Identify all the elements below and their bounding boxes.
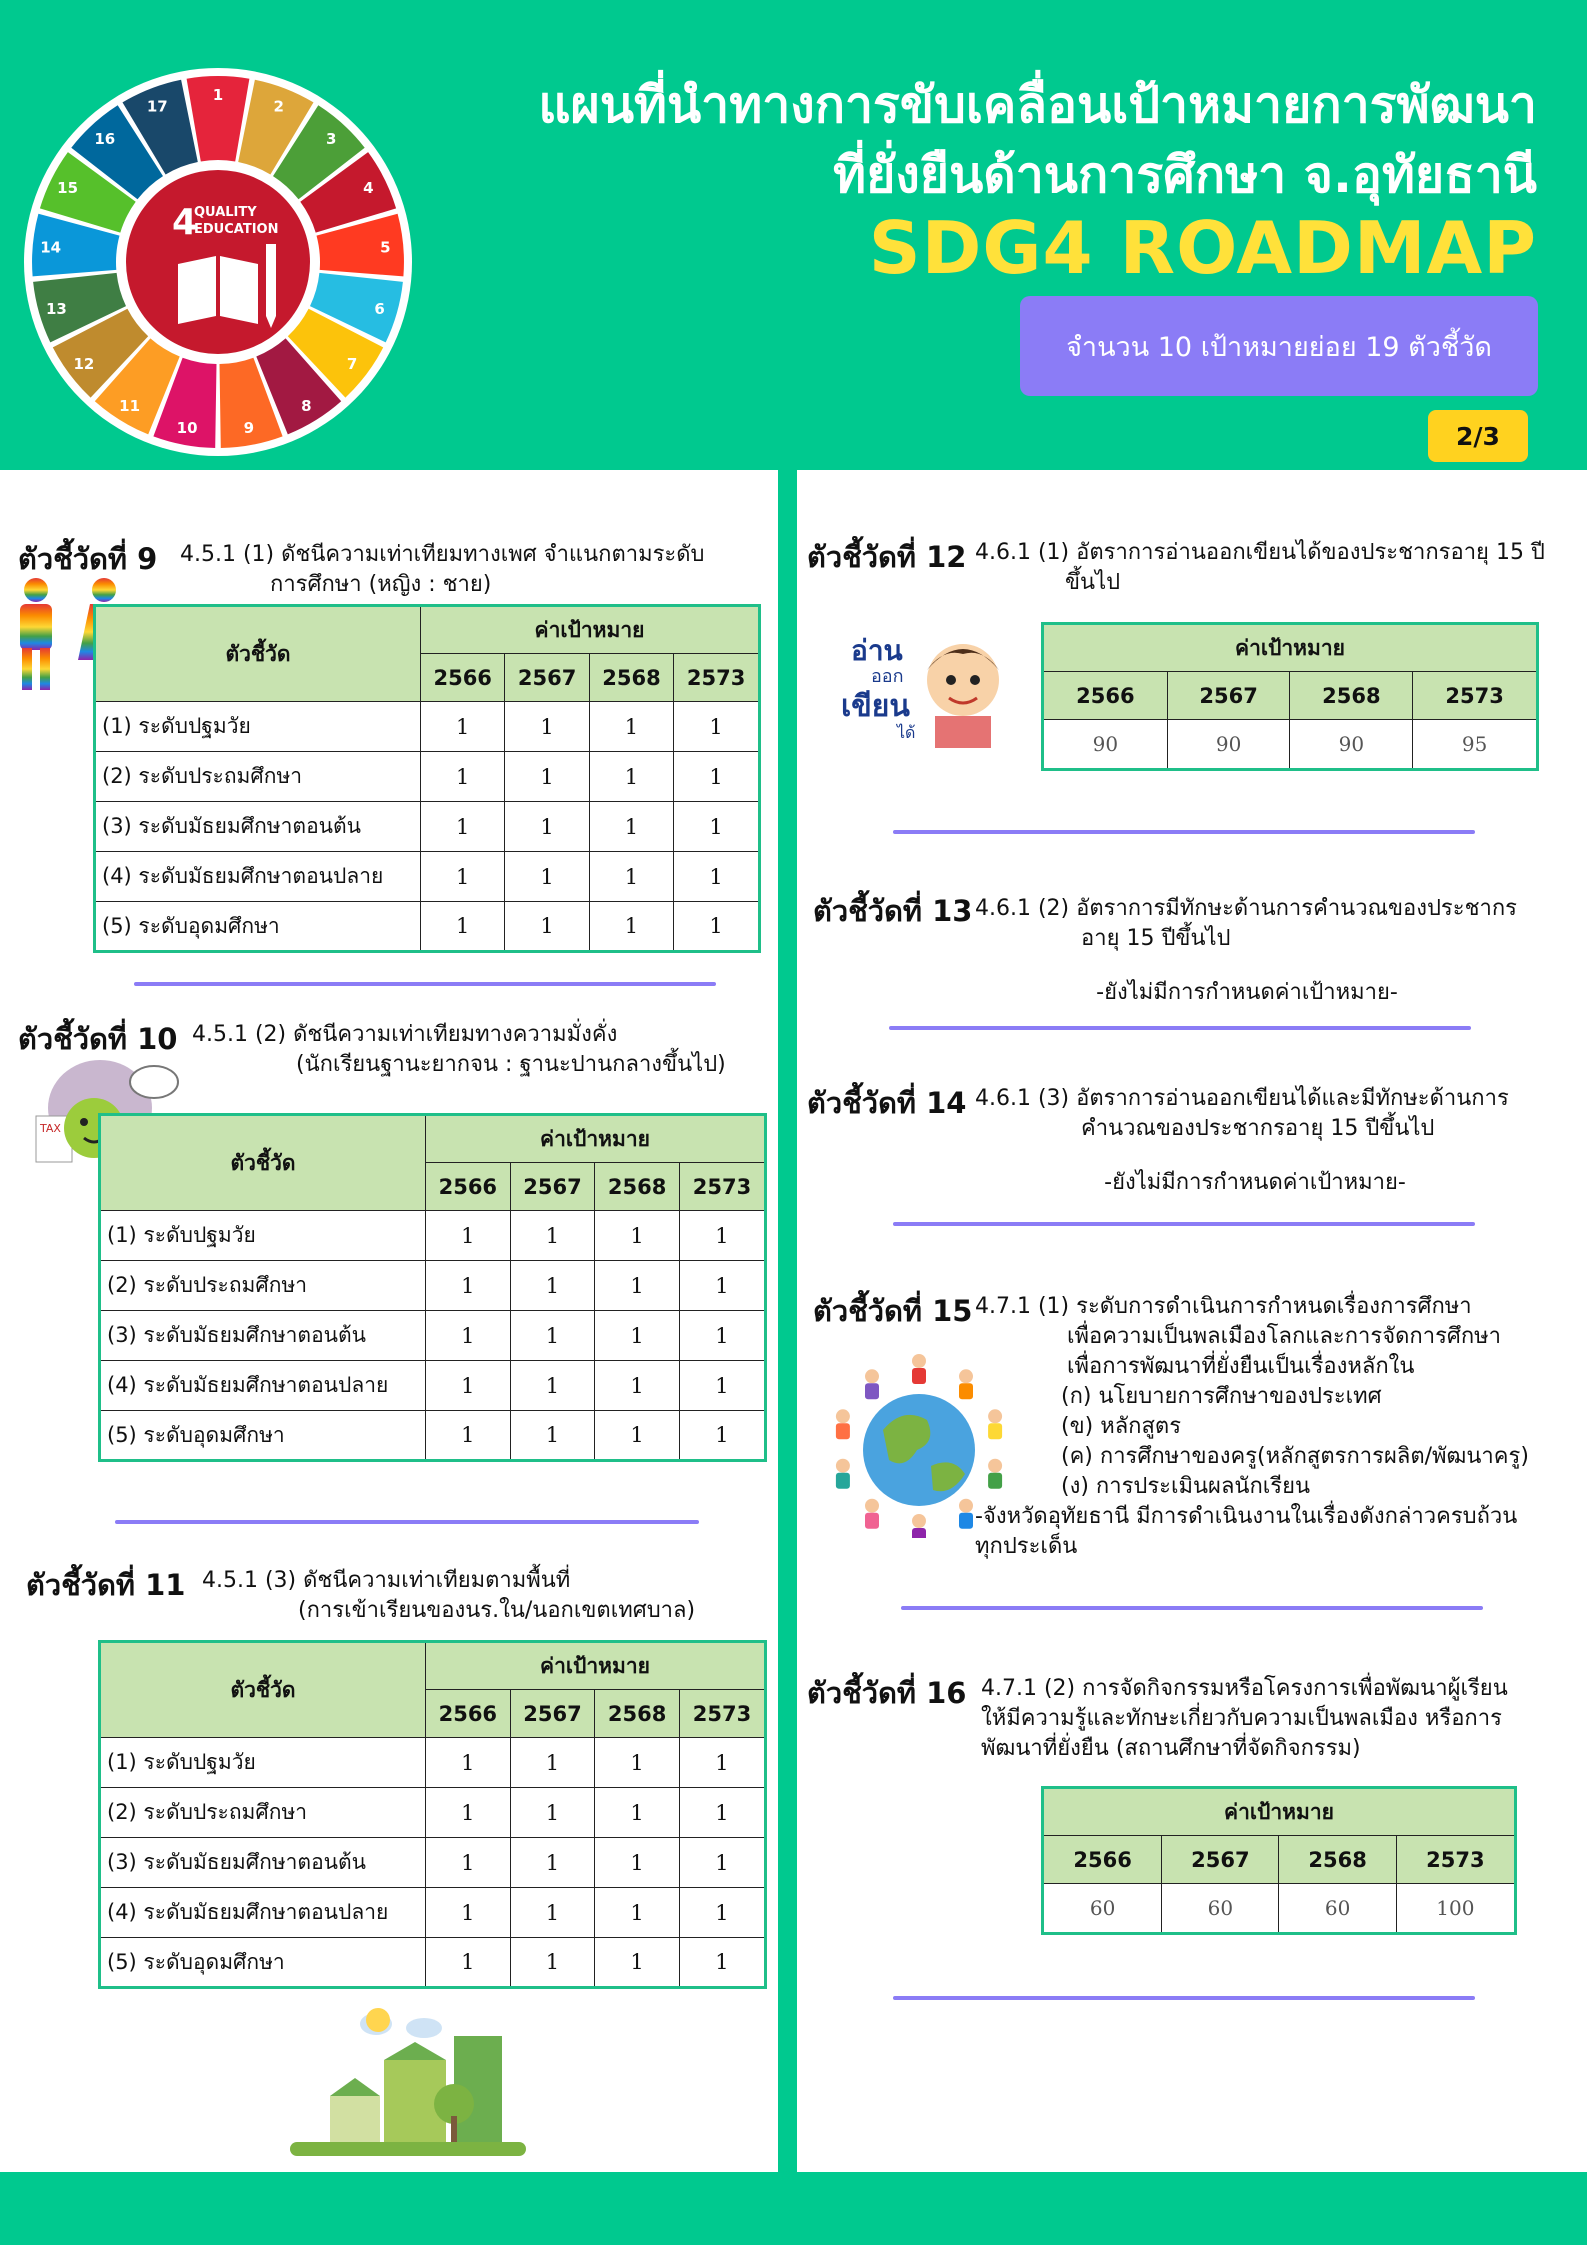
ind13-desc-line1: 4.6.1 (2) อัตราการมีทักษะด้านการคำนวณของประชากร bbox=[975, 896, 1517, 921]
ind9-title: ตัวชี้วัดที่ 9 bbox=[18, 542, 158, 576]
child-figure bbox=[836, 1473, 850, 1489]
level-label: (4) ระดับมัธยมศึกษาตอนปลาย bbox=[95, 852, 421, 902]
table-row bbox=[95, 702, 760, 752]
target-value: 60 bbox=[1279, 1884, 1396, 1934]
ind15-desc-line1: 4.7.1 (1) ระดับการดำเนินการกำหนดเรื่องการศึกษา bbox=[975, 1294, 1472, 1319]
target-value: 100 bbox=[1396, 1884, 1515, 1934]
level-label: (3) ระดับมัธยมศึกษาตอนต้น bbox=[95, 802, 421, 852]
level-label: (3) ระดับมัธยมศึกษาตอนต้น bbox=[100, 1838, 426, 1888]
target-value: 1 bbox=[510, 1261, 595, 1311]
ind15-item-3: (ค) การศึกษาของครู(หลักสูตรการผลิต/พัฒนาครู) bbox=[1061, 1444, 1529, 1469]
target-value: 1 bbox=[595, 1311, 680, 1361]
target-value: 1 bbox=[426, 1888, 511, 1938]
year-header: 2566 bbox=[1043, 672, 1168, 720]
read-word-4: ได้ bbox=[897, 723, 916, 742]
ind12-title: ตัวชี้วัดที่ 12 bbox=[807, 540, 967, 574]
target-value: 1 bbox=[421, 752, 505, 802]
ind10-desc-line1: 4.5.1 (2) ดัชนีความเท่าเทียมทางความมั่งคั่ง bbox=[192, 1022, 618, 1047]
year-header: 2573 bbox=[679, 1690, 765, 1738]
tax-label: TAX bbox=[40, 1122, 61, 1135]
level-label: (1) ระดับปฐมวัย bbox=[100, 1211, 426, 1261]
target-value: 1 bbox=[595, 1838, 680, 1888]
child-figure bbox=[959, 1369, 973, 1383]
table-row bbox=[1043, 1884, 1516, 1934]
target-value: 1 bbox=[679, 1411, 765, 1461]
city-illustration bbox=[288, 1998, 528, 2158]
ind9-desc-line1: 4.5.1 (1) ดัชนีความเท่าเทียมทางเพศ จำแนกตามระดับ bbox=[180, 542, 705, 567]
table-row bbox=[100, 1738, 766, 1788]
target-value: 1 bbox=[595, 1411, 680, 1461]
target-value: 1 bbox=[426, 1788, 511, 1838]
target-value: 1 bbox=[595, 1261, 680, 1311]
child-figure bbox=[988, 1409, 1002, 1423]
target-value: 1 bbox=[674, 702, 760, 752]
page-badge: 2/3 bbox=[1428, 410, 1528, 462]
summary-box bbox=[1020, 296, 1538, 396]
level-label: (5) ระดับอุดมศึกษา bbox=[100, 1411, 426, 1461]
child-figure bbox=[836, 1409, 850, 1423]
ind10-title: ตัวชี้วัดที่ 10 bbox=[18, 1022, 178, 1056]
level-label: (2) ระดับประถมศึกษา bbox=[95, 752, 421, 802]
year-header: 2568 bbox=[589, 654, 673, 702]
target-value: 1 bbox=[679, 1211, 765, 1261]
target-value: 1 bbox=[426, 1938, 511, 1988]
year-header: 2568 bbox=[1290, 672, 1413, 720]
target-value: 1 bbox=[421, 902, 505, 952]
child-figure bbox=[865, 1383, 879, 1399]
divider bbox=[893, 1222, 1475, 1226]
table-row bbox=[100, 1888, 766, 1938]
ind10-desc-line2: (นักเรียนฐานะยากจน : ฐานะปานกลางขึ้นไป) bbox=[296, 1052, 726, 1077]
target-value: 1 bbox=[505, 702, 589, 752]
ind13-desc-line2: อายุ 15 ปีขึ้นไป bbox=[1081, 926, 1231, 951]
ind16-table bbox=[1041, 1786, 1517, 1935]
ind15-desc-line3: เพื่อการพัฒนาที่ยั่งยืนเป็นเรื่องหลักใน bbox=[1067, 1354, 1415, 1379]
sdg-segment-number: 7 bbox=[346, 355, 358, 374]
ind14-title: ตัวชี้วัดที่ 14 bbox=[807, 1086, 967, 1120]
reading-boy-icon bbox=[837, 626, 1017, 756]
target-value: 1 bbox=[426, 1261, 511, 1311]
year-header: 2566 bbox=[421, 654, 505, 702]
sdg-segment-number: 4 bbox=[363, 179, 374, 198]
target-value: 95 bbox=[1413, 720, 1538, 770]
target-value: 1 bbox=[510, 1888, 595, 1938]
target-value: 1 bbox=[426, 1211, 511, 1261]
sdg-segment-number: 8 bbox=[301, 396, 312, 415]
ind9-desc bbox=[180, 540, 705, 600]
child-figure bbox=[865, 1369, 879, 1383]
ind13-no-target: -ยังไม่มีการกำหนดค่าเป้าหมาย- bbox=[1096, 980, 1398, 1005]
sdg-segment-number: 5 bbox=[380, 238, 391, 257]
level-label: (2) ระดับประถมศึกษา bbox=[100, 1261, 426, 1311]
ind15-title: ตัวชี้วัดที่ 15 bbox=[813, 1294, 973, 1328]
target-value: 1 bbox=[674, 752, 760, 802]
target-value: 1 bbox=[679, 1738, 765, 1788]
target-value: 1 bbox=[679, 1311, 765, 1361]
target-value: 1 bbox=[679, 1888, 765, 1938]
year-header: 2567 bbox=[510, 1163, 595, 1211]
title-line2: ที่ยั่งยืนด้านการศึกษา จ.อุทัยธานี bbox=[833, 146, 1537, 204]
table-row bbox=[100, 1311, 766, 1361]
target-value: 1 bbox=[426, 1738, 511, 1788]
child-figure bbox=[865, 1513, 879, 1529]
target-value: 1 bbox=[510, 1411, 595, 1461]
ind11-desc-line2: (การเข้าเรียนของนร.ใน/นอกเขตเทศบาล) bbox=[298, 1598, 696, 1623]
year-header: 2567 bbox=[510, 1690, 595, 1738]
sdg-segment-number: 14 bbox=[40, 238, 62, 257]
level-label: (1) ระดับปฐมวัย bbox=[100, 1738, 426, 1788]
target-value: 1 bbox=[595, 1938, 680, 1988]
children-globe-icon bbox=[819, 1346, 1019, 1538]
ind15-desc-line2: เพื่อความเป็นพลเมืองโลกและการจัดการศึกษา bbox=[1067, 1324, 1502, 1349]
divider bbox=[901, 1606, 1483, 1610]
level-label: (5) ระดับอุดมศึกษา bbox=[100, 1938, 426, 1988]
target-value: 1 bbox=[505, 802, 589, 852]
title-line1: แผนที่นำทางการขับเคลื่อนเป้าหมายการพัฒนา bbox=[538, 76, 1537, 134]
child-figure bbox=[836, 1423, 850, 1439]
divider bbox=[893, 1996, 1475, 2000]
table-row bbox=[100, 1211, 766, 1261]
sdg-segment-number: 1 bbox=[212, 86, 224, 104]
ind15-desc bbox=[975, 1292, 1529, 1562]
ind13-desc bbox=[975, 894, 1517, 954]
target-value: 1 bbox=[679, 1361, 765, 1411]
read-word-3: เขียน bbox=[841, 689, 910, 724]
child-figure bbox=[988, 1423, 1002, 1439]
ind15-item-4: (ง) การประเมินผลนักเรียน bbox=[1061, 1474, 1311, 1499]
table-row bbox=[95, 802, 760, 852]
table-row bbox=[100, 1361, 766, 1411]
child-figure bbox=[836, 1459, 850, 1473]
table-row bbox=[95, 752, 760, 802]
level-label: (4) ระดับมัธยมศึกษาตอนปลาย bbox=[100, 1361, 426, 1411]
col-target-header: ค่าเป้าหมาย bbox=[1043, 624, 1538, 672]
table-row bbox=[100, 1261, 766, 1311]
level-label: (2) ระดับประถมศึกษา bbox=[100, 1788, 426, 1838]
ind11-title: ตัวชี้วัดที่ 11 bbox=[26, 1568, 186, 1602]
ind16-desc bbox=[981, 1674, 1508, 1764]
target-value: 1 bbox=[510, 1361, 595, 1411]
child-figure bbox=[988, 1473, 1002, 1489]
table-row bbox=[100, 1411, 766, 1461]
child-figure bbox=[988, 1459, 1002, 1473]
target-value: 1 bbox=[589, 752, 673, 802]
target-value: 90 bbox=[1043, 720, 1168, 770]
target-value: 1 bbox=[510, 1838, 595, 1888]
child-figure bbox=[959, 1499, 973, 1513]
sdg-segment-number: 11 bbox=[119, 396, 141, 415]
ind11-desc-line1: 4.5.1 (3) ดัชนีความเท่าเทียมตามพื้นที่ bbox=[202, 1568, 571, 1593]
ind14-desc-line1: 4.6.1 (3) อัตราการอ่านออกเขียนได้และมีทักษะด้านการ bbox=[975, 1086, 1509, 1111]
year-header: 2573 bbox=[1413, 672, 1538, 720]
sdg-segment-number: 10 bbox=[176, 419, 198, 438]
target-value: 1 bbox=[426, 1311, 511, 1361]
target-value: 1 bbox=[505, 752, 589, 802]
table-row bbox=[100, 1788, 766, 1838]
col-indicator-header: ตัวชี้วัด bbox=[100, 1115, 426, 1211]
year-header: 2567 bbox=[1167, 672, 1290, 720]
target-value: 1 bbox=[426, 1361, 511, 1411]
ind11-table bbox=[98, 1640, 767, 1989]
level-label: (1) ระดับปฐมวัย bbox=[95, 702, 421, 752]
target-value: 60 bbox=[1162, 1884, 1279, 1934]
target-value: 1 bbox=[421, 702, 505, 752]
child-figure bbox=[912, 1368, 926, 1384]
ind10-table bbox=[98, 1113, 767, 1462]
target-value: 1 bbox=[505, 902, 589, 952]
table-row bbox=[100, 1938, 766, 1988]
table-row bbox=[100, 1838, 766, 1888]
sdg-wheel-logo bbox=[22, 66, 414, 458]
table-row bbox=[1043, 720, 1538, 770]
divider bbox=[893, 830, 1475, 834]
target-value: 1 bbox=[421, 802, 505, 852]
ind15-note-line2: ทุกประเด็น bbox=[975, 1534, 1078, 1559]
ind12-desc-line2: ขึ้นไป bbox=[1065, 570, 1121, 595]
logo-line1: QUALITY bbox=[194, 205, 257, 220]
year-header: 2573 bbox=[679, 1163, 765, 1211]
target-value: 1 bbox=[679, 1261, 765, 1311]
target-value: 1 bbox=[595, 1738, 680, 1788]
child-figure bbox=[865, 1499, 879, 1513]
logo-line2: EDUCATION bbox=[194, 222, 279, 237]
child-figure bbox=[912, 1354, 926, 1368]
child-figure bbox=[912, 1514, 926, 1528]
target-value: 1 bbox=[589, 852, 673, 902]
col-target-header: ค่าเป้าหมาย bbox=[421, 606, 760, 654]
ind13-title: ตัวชี้วัดที่ 13 bbox=[813, 894, 973, 928]
ind14-desc bbox=[975, 1084, 1509, 1144]
year-header: 2567 bbox=[505, 654, 589, 702]
target-value: 1 bbox=[679, 1838, 765, 1888]
ind15-note-line1: -จังหวัดอุทัยธานี มีการดำเนินงานในเรื่องดังกล่าวครบถ้วน bbox=[975, 1504, 1518, 1529]
sdg-segment-number: 17 bbox=[146, 97, 168, 116]
level-label: (5) ระดับอุดมศึกษา bbox=[95, 902, 421, 952]
divider bbox=[134, 982, 716, 986]
child-figure bbox=[959, 1383, 973, 1399]
target-value: 1 bbox=[674, 902, 760, 952]
ind9-desc-line2: การศึกษา (หญิง : ชาย) bbox=[270, 572, 492, 597]
right-panel bbox=[797, 470, 1587, 2172]
col-indicator-header: ตัวชี้วัด bbox=[95, 606, 421, 702]
ind12-desc-line1: 4.6.1 (1) อัตราการอ่านออกเขียนได้ของประชากรอายุ 15 ปี bbox=[975, 540, 1545, 565]
ind9-table bbox=[93, 604, 761, 953]
ind14-no-target: -ยังไม่มีการกำหนดค่าเป้าหมาย- bbox=[1104, 1170, 1406, 1195]
sdg-segment-number: 2 bbox=[273, 97, 284, 116]
sdg-segment-number: 16 bbox=[94, 129, 116, 148]
target-value: 1 bbox=[595, 1211, 680, 1261]
target-value: 1 bbox=[510, 1738, 595, 1788]
ind11-desc bbox=[202, 1566, 695, 1626]
ind10-desc bbox=[192, 1020, 726, 1080]
col-target-header: ค่าเป้าหมาย bbox=[426, 1642, 766, 1690]
col-indicator-header: ตัวชี้วัด bbox=[100, 1642, 426, 1738]
read-word-1: อ่าน bbox=[851, 634, 903, 667]
target-value: 1 bbox=[426, 1411, 511, 1461]
year-header: 2567 bbox=[1162, 1836, 1279, 1884]
target-value: 1 bbox=[595, 1361, 680, 1411]
child-figure bbox=[912, 1528, 926, 1538]
year-header: 2568 bbox=[1279, 1836, 1396, 1884]
divider bbox=[889, 1026, 1471, 1030]
col-target-header: ค่าเป้าหมาย bbox=[1043, 1788, 1516, 1836]
ind12-table bbox=[1041, 622, 1539, 771]
ind16-desc-line2: ให้มีความรู้และทักษะเกี่ยวกับความเป็นพลเมือง หรือการ bbox=[981, 1706, 1502, 1731]
logo-number: 4 bbox=[172, 202, 198, 243]
left-panel bbox=[0, 470, 778, 2172]
level-label: (4) ระดับมัธยมศึกษาตอนปลาย bbox=[100, 1888, 426, 1938]
sdg-segment-number: 12 bbox=[73, 355, 95, 374]
year-header: 2566 bbox=[426, 1690, 511, 1738]
title-roadmap: SDG4 ROADMAP bbox=[868, 206, 1537, 290]
target-value: 1 bbox=[595, 1788, 680, 1838]
target-value: 1 bbox=[426, 1838, 511, 1888]
ind16-desc-line3: พัฒนาที่ยั่งยืน (สถานศึกษาที่จัดกิจกรรม) bbox=[981, 1736, 1361, 1761]
target-value: 1 bbox=[505, 852, 589, 902]
target-value: 1 bbox=[589, 702, 673, 752]
summary-text: จำนวน 10 เป้าหมายย่อย 19 ตัวชี้วัด bbox=[1066, 331, 1492, 363]
sdg-segment-number: 3 bbox=[325, 129, 337, 148]
ind15-item-1: (ก) นโยบายการศึกษาของประเทศ bbox=[1061, 1384, 1382, 1409]
target-value: 1 bbox=[421, 852, 505, 902]
target-value: 90 bbox=[1167, 720, 1290, 770]
child-figure bbox=[959, 1513, 973, 1529]
sdg-segment-number: 9 bbox=[243, 419, 255, 438]
read-word-2: ออก bbox=[871, 666, 904, 687]
ind16-desc-line1: 4.7.1 (2) การจัดกิจกรรมหรือโครงการเพื่อพัฒนาผู้เรียน bbox=[981, 1676, 1508, 1701]
level-label: (3) ระดับมัธยมศึกษาตอนต้น bbox=[100, 1311, 426, 1361]
target-value: 1 bbox=[674, 852, 760, 902]
year-header: 2568 bbox=[595, 1163, 680, 1211]
target-value: 1 bbox=[510, 1211, 595, 1261]
year-header: 2568 bbox=[595, 1690, 680, 1738]
sdg-segment-number: 13 bbox=[45, 300, 67, 318]
ind14-desc-line2: คำนวณของประชากรอายุ 15 ปีขึ้นไป bbox=[1081, 1116, 1435, 1141]
table-row bbox=[95, 902, 760, 952]
target-value: 1 bbox=[589, 902, 673, 952]
target-value: 1 bbox=[510, 1311, 595, 1361]
year-header: 2566 bbox=[426, 1163, 511, 1211]
target-value: 90 bbox=[1290, 720, 1413, 770]
target-value: 1 bbox=[595, 1888, 680, 1938]
divider bbox=[115, 1520, 699, 1524]
table-row bbox=[95, 852, 760, 902]
target-value: 1 bbox=[679, 1938, 765, 1988]
ind15-item-2: (ข) หลักสูตร bbox=[1061, 1414, 1182, 1439]
header bbox=[0, 0, 1587, 470]
year-header: 2573 bbox=[674, 654, 760, 702]
target-value: 1 bbox=[589, 802, 673, 852]
ind12-desc bbox=[975, 538, 1545, 598]
target-value: 1 bbox=[674, 802, 760, 852]
target-value: 1 bbox=[510, 1938, 595, 1988]
col-target-header: ค่าเป้าหมาย bbox=[426, 1115, 766, 1163]
sdg-segment-number: 6 bbox=[374, 300, 385, 318]
ind16-title: ตัวชี้วัดที่ 16 bbox=[807, 1676, 967, 1710]
year-header: 2566 bbox=[1043, 1836, 1162, 1884]
sdg-segment-number: 15 bbox=[57, 179, 79, 198]
target-value: 1 bbox=[679, 1788, 765, 1838]
target-value: 60 bbox=[1043, 1884, 1162, 1934]
target-value: 1 bbox=[510, 1788, 595, 1838]
year-header: 2573 bbox=[1396, 1836, 1515, 1884]
